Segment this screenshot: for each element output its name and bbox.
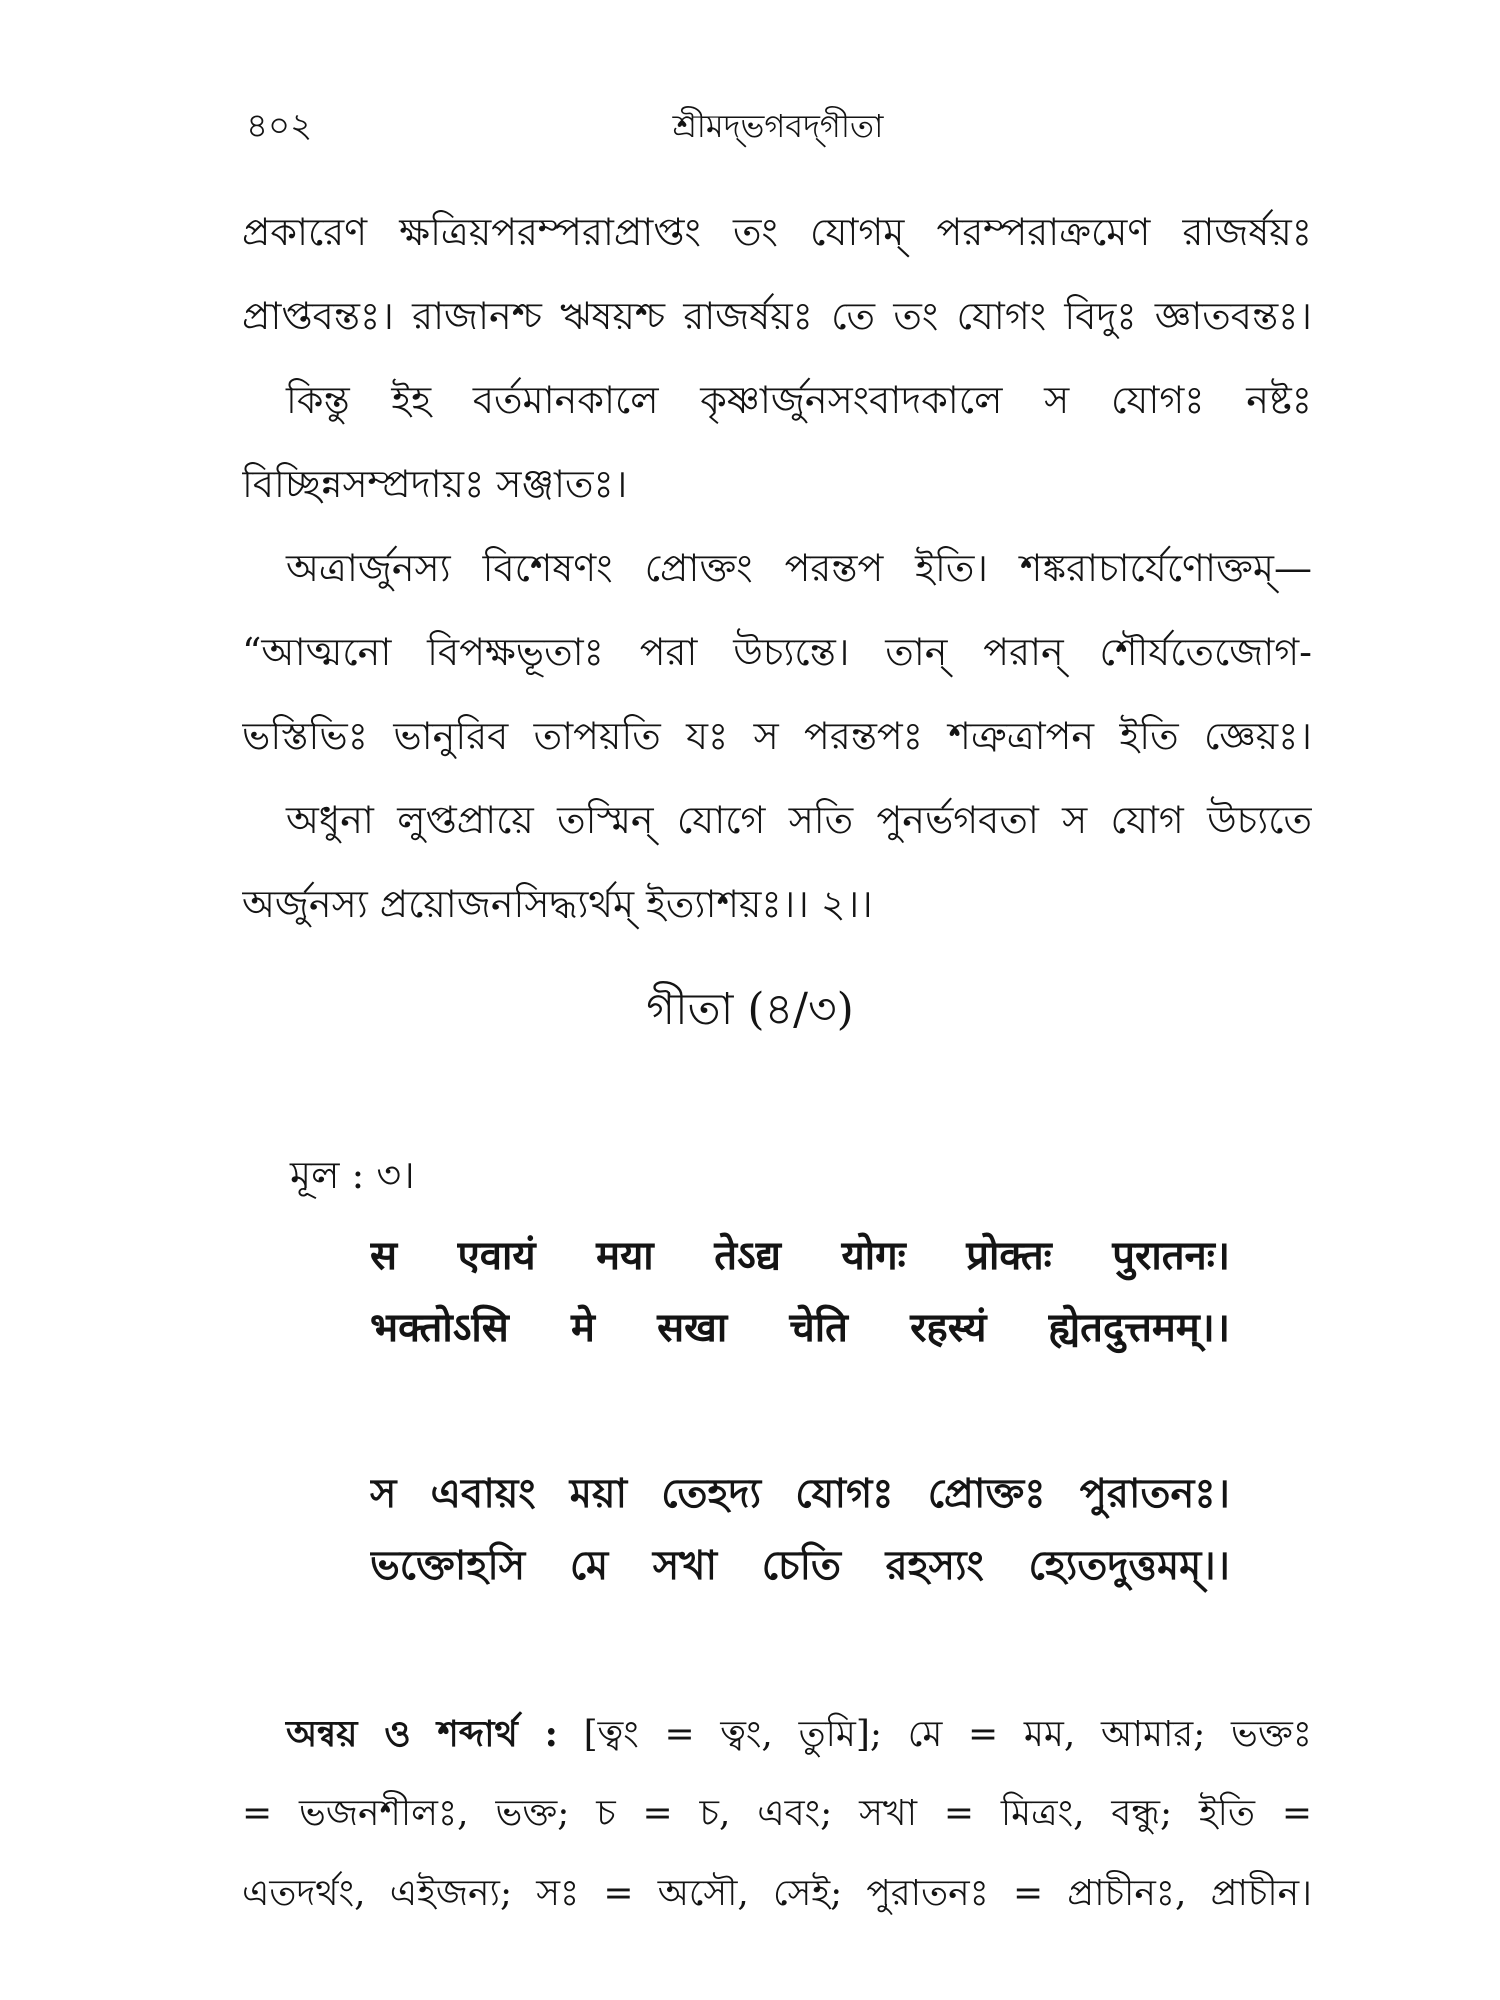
text-line: অত্রার্জুনস্য বিশেষণং প্রোক্তং পরন্তপ ইতি। শঙ্করাচার্যেণোক্তম্— bbox=[286, 546, 1312, 590]
section-title: গীতা (৪/৩) bbox=[646, 984, 854, 1035]
text-line: অধুনা লুপ্তপ্রায়ে তস্মিন্ যোগে সতি পুনর্ভগবতা স যোগ উচ্যতে bbox=[286, 798, 1312, 842]
gloss-line bbox=[242, 1694, 1312, 1774]
mula-label: মূল : ৩। bbox=[290, 1153, 415, 1197]
text-line: কিন্তু ইহ বর্তমানকালে কৃষ্ণার্জুনসংবাদকালে স যোগঃ নষ্টঃ bbox=[286, 378, 1312, 422]
text-line: প্রাপ্তবন্তঃ। রাজানশ্চ ঋষয়শ্চ রাজর্ষয়ঃ তে তং যোগং বিদুঃ জ্ঞাতবন্তঃ। bbox=[242, 294, 1312, 338]
bengali-verse bbox=[370, 1458, 1230, 1602]
verse-line: भक्तोऽसि मे सखा चेति रहस्यं ह्येतदुत्तमम्।। bbox=[370, 1304, 1230, 1351]
word-meaning-gloss bbox=[242, 1694, 1312, 1934]
text-line: অর্জুনস্য প্রয়োজনসিদ্ধ্যর্থম্ ইত্যাশয়ঃ।। ২।। bbox=[242, 882, 873, 926]
page-number: ৪০২ bbox=[246, 106, 313, 146]
verse-line: ভক্তোহসি মে সখা চেতি রহস্যং হ্যেতদুত্তমম্।। bbox=[370, 1542, 1230, 1589]
commentary-text bbox=[242, 190, 1312, 946]
verse-line: স এবায়ং ময়া তেহদ্য যোগঃ প্রোক্তঃ পুরাতনঃ। bbox=[370, 1470, 1230, 1517]
text-line: বিচ্ছিন্নসম্প্রদায়ঃ সঞ্জাতঃ। bbox=[242, 462, 628, 506]
verse-line: स एवायं मया तेऽद्य योगः प्रोक्तः पुरातनः। bbox=[370, 1232, 1230, 1279]
gloss-heading: অন্বয় ও শব্দার্থ : bbox=[286, 1713, 558, 1755]
gloss-line: = ভজনশীলঃ, ভক্ত; চ = চ, এবং; সখা = মিত্রং, বন্ধু; ইতি = bbox=[242, 1793, 1312, 1834]
gloss-line: এতদর্থং, এইজন্য; সঃ = অসৌ, সেই; পুরাতনঃ = প্রাচীনঃ, প্রাচীন। bbox=[242, 1873, 1312, 1914]
page-header bbox=[246, 96, 1310, 156]
text-line: ভস্তিভিঃ ভানুরিব তাপয়তি যঃ স পরন্তপঃ শত্রুত্রাপন ইতি জ্ঞেয়ঃ। bbox=[242, 714, 1312, 758]
text-line: “আত্মনো বিপক্ষভূতাঃ পরা উচ্যন্তে। তান্ পরান্ শৌর্যতেজোগ- bbox=[242, 630, 1312, 674]
text-line: প্রকারেণ ক্ষত্রিয়পরম্পরাপ্রাপ্তং তং যোগম্ পরম্পরাক্রমেণ রাজর্ষয়ঃ bbox=[242, 210, 1312, 254]
sanskrit-verse bbox=[370, 1220, 1230, 1364]
gloss-text: [ত্বং = ত্বং, তুমি]; মে = মম, আমার; ভক্তঃ bbox=[583, 1714, 1312, 1755]
running-title: শ্রীমদ্‌ভগবদ্‌গীতা bbox=[672, 107, 884, 145]
